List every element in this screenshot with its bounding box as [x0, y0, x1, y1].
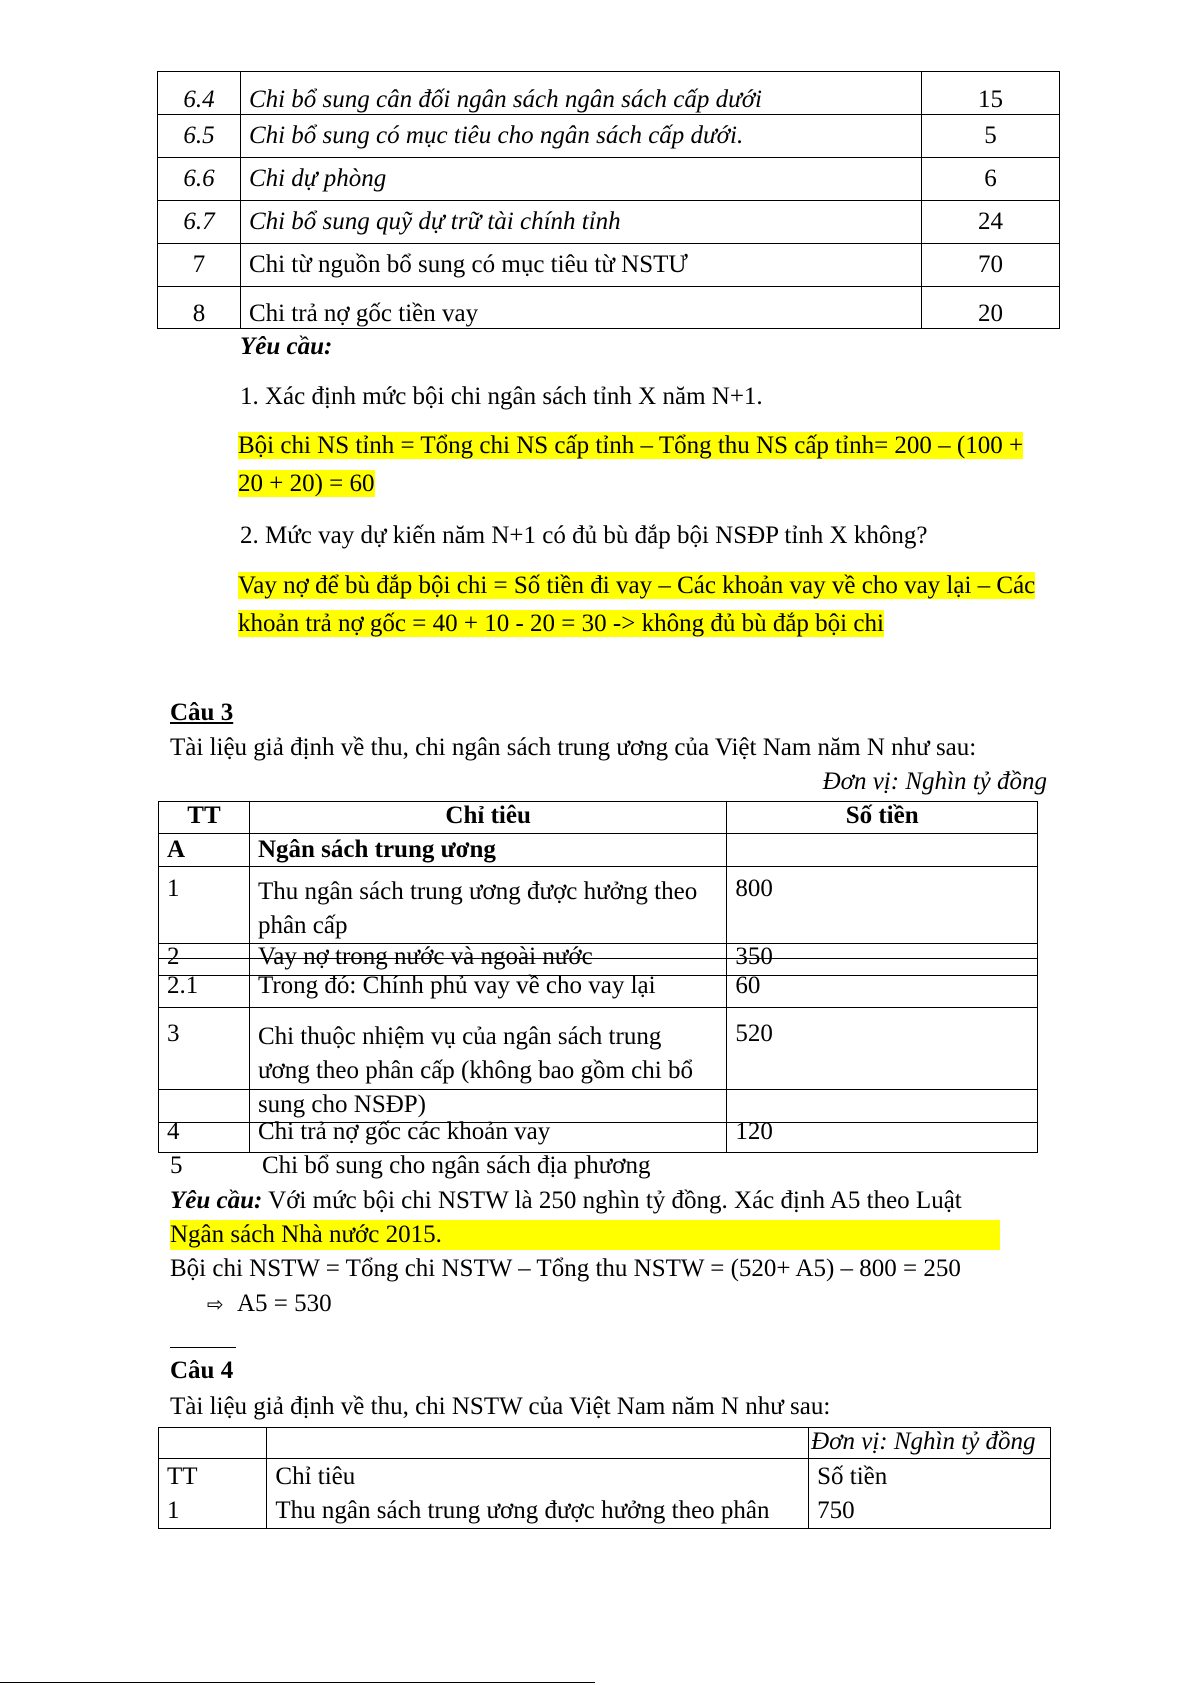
header-value: Số tiền	[727, 802, 1038, 834]
table-header-row	[159, 802, 1038, 834]
q3-requirement-cont	[170, 1220, 1000, 1250]
row-tt: 7	[158, 244, 241, 287]
q2-yeu-cau: Yêu cầu:	[240, 333, 333, 360]
row-label: Chi trả nợ gốc tiền vay	[240, 287, 921, 329]
row-value	[727, 834, 1038, 867]
q3-row-5-label: Chi bổ sung cho ngân sách địa phương	[262, 1152, 651, 1179]
table-row	[159, 1008, 1038, 1123]
row-label: Ngân sách trung ương	[249, 834, 726, 867]
table-row	[158, 158, 1060, 201]
row-value: 24	[922, 201, 1060, 244]
arrow-right-icon: ⇨	[207, 1292, 224, 1316]
q3-formula: Bội chi NSTW = Tổng chi NSTW – Tổng thu NSTW = (520+ A5) – 800 = 250	[170, 1255, 961, 1282]
row-label: Chi bổ sung cân đối ngân sách ngân sách cấp dưới	[240, 72, 921, 115]
q3-title	[170, 698, 233, 728]
q3-req-text-2: Ngân sách Nhà nước 2015.	[170, 1221, 442, 1248]
row-tt: 2.1	[159, 976, 250, 1008]
row-label: Trong đó: Chính phủ vay về cho vay lại	[249, 976, 726, 1008]
header-label: Chỉ tiêu	[249, 802, 726, 834]
row-tt: 6.4	[158, 72, 241, 115]
row-label: Chi trả nợ gốc các khoản vay	[249, 1123, 726, 1153]
row-tt: 6.7	[158, 201, 241, 244]
row-value: 750	[809, 1495, 1051, 1529]
footnote-separator	[170, 1347, 236, 1348]
table-rule-overlap	[158, 1089, 1038, 1090]
row-tt: 6.5	[158, 115, 241, 158]
q2-item-1: 1. Xác định mức bội chi ngân sách tỉnh X năm N+1.	[240, 383, 763, 410]
table-header-row	[159, 1459, 1051, 1495]
table-row	[158, 201, 1060, 244]
q3-result	[207, 1289, 332, 1319]
q3-result-text: A5 = 530	[237, 1290, 332, 1317]
q3-req-label: Yêu cầu:	[170, 1187, 263, 1214]
row-label	[267, 1428, 809, 1459]
q2-answer-2	[238, 567, 1050, 643]
header-label: Chỉ tiêu	[267, 1459, 809, 1495]
q3-row-5-tt: 5	[170, 1152, 183, 1179]
q4-intro: Tài liệu giả định về thu, chi NSTW của Việt Nam năm N như sau:	[170, 1393, 831, 1420]
row-tt	[159, 1428, 267, 1459]
row-label: Chi bổ sung có mục tiêu cho ngân sách cấp dưới.	[240, 115, 921, 158]
header-tt: TT	[159, 1459, 267, 1495]
row-value: 350	[727, 944, 1038, 976]
row-label: Chi từ nguồn bổ sung có mục tiêu từ NSTƯ	[240, 244, 921, 287]
table-central-budget	[158, 801, 1038, 1153]
row-label: Chi dự phòng	[240, 158, 921, 201]
q2-answer-1	[238, 427, 1048, 503]
row-value: 800	[727, 867, 1038, 944]
row-value: 520	[727, 1008, 1038, 1123]
table-row	[158, 287, 1060, 329]
row-value: 5	[922, 115, 1060, 158]
q3-intro: Tài liệu giả định về thu, chi ngân sách trung ương của Việt Nam năm N như sau:	[170, 734, 977, 761]
row-value: 70	[922, 244, 1060, 287]
row-value: 20	[922, 287, 1060, 329]
q2-answer-1-text: Bội chi NS tỉnh = Tổng chi NS cấp tỉnh – Tổng thu NS cấp tỉnh= 200 – (100 + 20 + 20) = 60	[238, 432, 1024, 497]
row-value: 15	[922, 72, 1060, 115]
header-tt: TT	[159, 802, 250, 834]
q3-unit: Đơn vị: Nghìn tỷ đồng	[822, 768, 1047, 795]
row-tt: 2	[159, 944, 250, 976]
row-tt: 1	[159, 867, 250, 944]
row-tt: 6.6	[158, 158, 241, 201]
table-row	[158, 244, 1060, 287]
table-nstw	[158, 1427, 1051, 1529]
row-value: 60	[727, 976, 1038, 1008]
row-label: Chi thuộc nhiệm vụ của ngân sách trung ương theo phân cấp (không bao gồm chi bổ sung cho NSĐP)	[249, 1008, 726, 1123]
header-value: Số tiền	[809, 1459, 1051, 1495]
row-label: Vay nợ trong nước và ngoài nước	[249, 944, 726, 976]
row-tt: 1	[159, 1495, 267, 1529]
q3-requirement	[170, 1186, 962, 1216]
q3-req-text: Với mức bội chi NSTW là 250 nghìn tỷ đồng. Xác định A5 theo Luật	[262, 1187, 962, 1214]
table-row	[159, 867, 1038, 944]
table-budget-province	[157, 71, 1060, 329]
q2-answer-2-text: Vay nợ để bù đắp bội chi = Số tiền đi vay – Các khoản vay về cho vay lại – Các khoản trả nợ gốc = 40 + 10 - 20 = 30 -> không đủ bù đắp bội chi	[238, 572, 1036, 637]
row-value: 6	[922, 158, 1060, 201]
table-row	[159, 834, 1038, 867]
page-bottom-rule	[0, 1682, 595, 1683]
table-row	[158, 115, 1060, 158]
row-label: Thu ngân sách trung ương được hưởng theo phân	[267, 1495, 809, 1529]
unit-cell: Đơn vị: Nghìn tỷ đồng	[809, 1428, 1051, 1459]
row-tt: A	[159, 834, 250, 867]
row-label: Chi bổ sung quỹ dự trữ tài chính tỉnh	[240, 201, 921, 244]
table-row	[158, 72, 1060, 115]
row-tt: 3	[159, 1008, 250, 1123]
row-tt: 4	[159, 1123, 250, 1153]
table-row	[159, 1428, 1051, 1459]
table-rule-overlap	[158, 958, 1038, 959]
q2-item-2: 2. Mức vay dự kiến năm N+1 có đủ bù đắp bội NSĐP tỉnh X không?	[240, 522, 928, 549]
q4-title: Câu 4	[170, 1357, 234, 1384]
table-row	[159, 976, 1038, 1008]
row-label: Thu ngân sách trung ương được hưởng theo phân cấp	[249, 867, 726, 944]
table-row	[159, 1123, 1038, 1153]
row-value: 120	[727, 1123, 1038, 1153]
table-row	[159, 1495, 1051, 1529]
row-tt: 8	[158, 287, 241, 329]
q3-title-text: Câu 3	[170, 699, 234, 726]
table-row	[159, 944, 1038, 976]
